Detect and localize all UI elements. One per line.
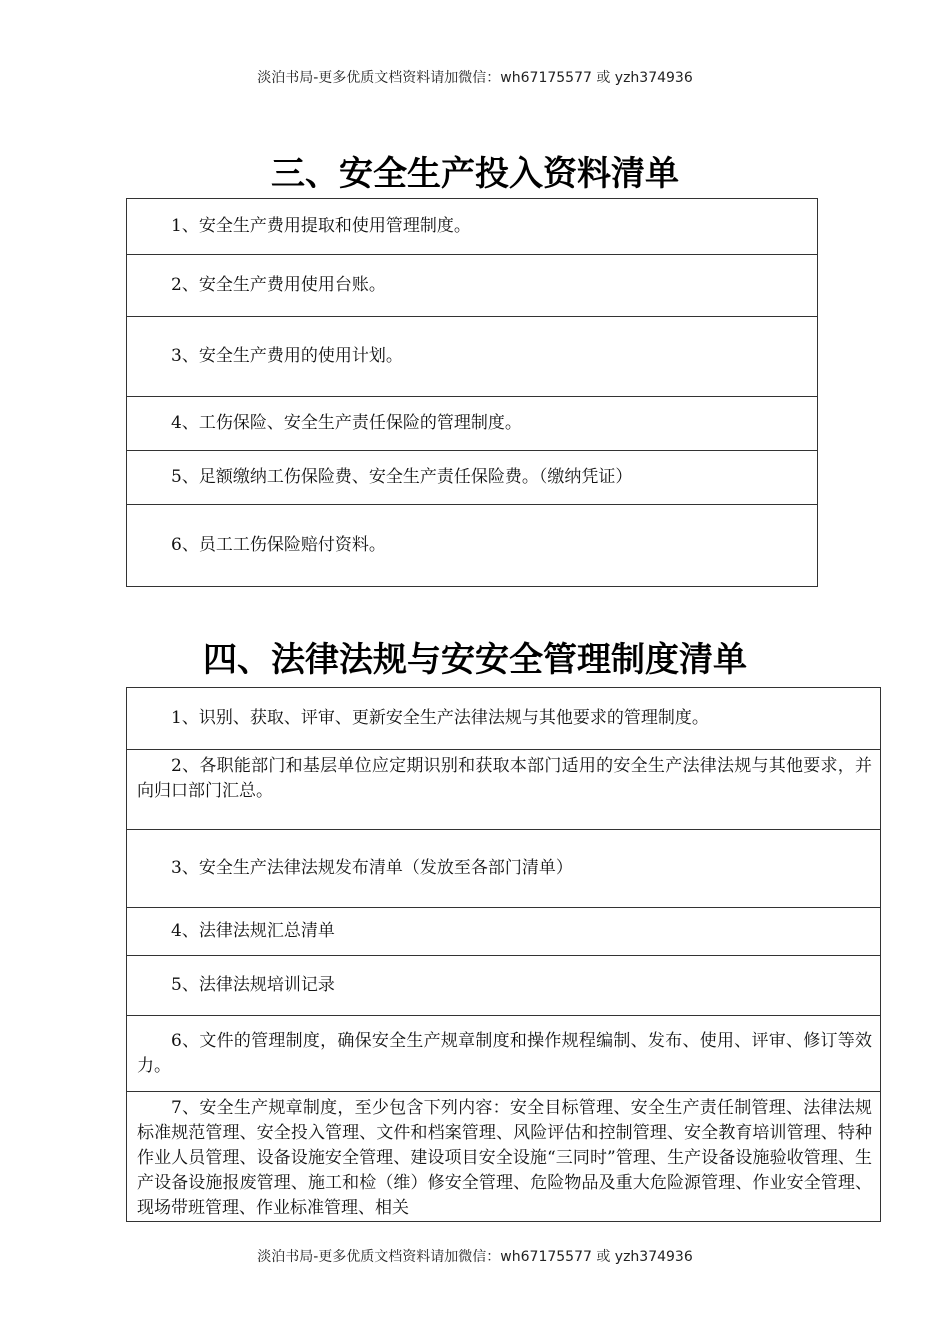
table-row [127, 1016, 881, 1092]
table-row [127, 451, 818, 505]
list-item-text: 7、安全生产规章制度，至少包含下列内容：安全目标管理、安全生产责任制管理、法律法规标准规范管理、安全投入管理、文件和档案管理、风险评估和控制管理、安全教育培训管理、特种作业人员管理、设备设施安全管理、建设项目安全设施“三同时”管理、生产设备设施验收管理、生产设备设施报废管理、施工和检（维）修安全管理、危险物品及重大危险源管理、作业安全管理、现场带班管理、作业标准管理、相关 [137, 1098, 872, 1218]
list-item: 1、识别、获取、评审、更新安全生产法律法规与其他要求的管理制度。 [127, 688, 881, 750]
list-item: 2、各职能部门和基层单位应定期识别和获取本部门适用的安全生产法律法规与其他要求，并向归口部门汇总。 [127, 750, 881, 830]
list-item [127, 1092, 881, 1222]
list-item: 4、工伤保险、安全生产责任保险的管理制度。 [127, 397, 818, 451]
table-row [127, 199, 818, 255]
table-row [127, 956, 881, 1016]
table-row [127, 830, 881, 908]
section-3-title: 三、安全生产投入资料清单 [271, 154, 679, 194]
section-3-table [126, 198, 818, 587]
table-row [127, 505, 818, 587]
table-row [127, 255, 818, 317]
page-header: 淡泊书局-更多优质文档资料请加微信：wh67175577 或 yzh374936 [257, 70, 693, 86]
section-4-title: 四、法律法规与安安全管理制度清单 [203, 640, 747, 680]
list-item: 5、足额缴纳工伤保险费、安全生产责任保险费。（缴纳凭证） [127, 451, 818, 505]
list-item: 4、法律法规汇总清单 [127, 908, 881, 956]
table-row [127, 750, 881, 830]
table-row [127, 397, 818, 451]
table-row [127, 688, 881, 750]
table-row [127, 1092, 881, 1222]
list-item: 6、员工工伤保险赔付资料。 [127, 505, 818, 587]
page-footer: 淡泊书局-更多优质文档资料请加微信：wh67175577 或 yzh374936 [257, 1249, 693, 1265]
table-row [127, 317, 818, 397]
list-item: 2、安全生产费用使用台账。 [127, 255, 818, 317]
section-4-table [126, 687, 881, 1222]
list-item: 6、文件的管理制度，确保安全生产规章制度和操作规程编制、发布、使用、评审、修订等效力。 [127, 1016, 881, 1092]
list-item: 1、安全生产费用提取和使用管理制度。 [127, 199, 818, 255]
table-row [127, 908, 881, 956]
list-item: 5、法律法规培训记录 [127, 956, 881, 1016]
list-item: 3、安全生产费用的使用计划。 [127, 317, 818, 397]
list-item: 3、安全生产法律法规发布清单（发放至各部门清单） [127, 830, 881, 908]
